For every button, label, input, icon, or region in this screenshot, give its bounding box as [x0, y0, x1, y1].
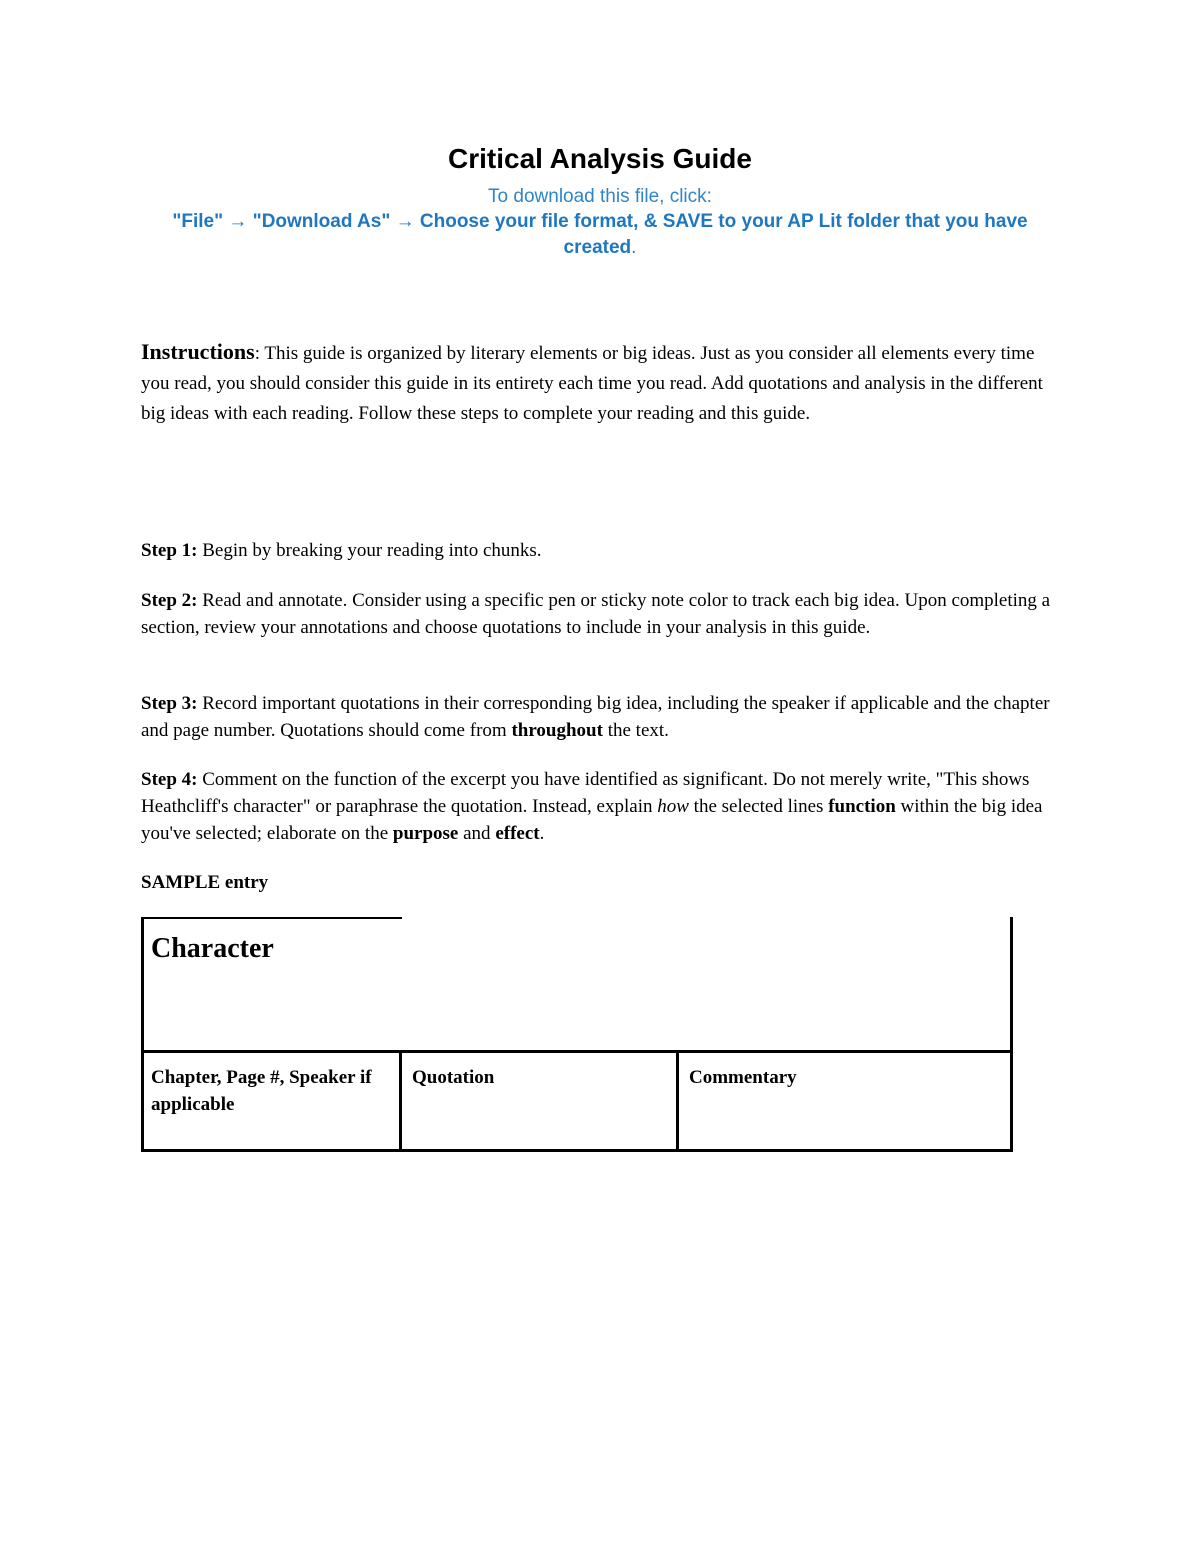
column-header-commentary: Commentary — [689, 1067, 797, 1088]
step-1-text: Begin by breaking your reading into chunks. — [197, 540, 542, 561]
step-4-text-4: and — [458, 823, 496, 844]
step-4-bold-function: function — [828, 796, 896, 817]
step-4-text-2: the selected lines — [688, 796, 829, 817]
step-3-bold: throughout — [511, 720, 603, 741]
step-1-label: Step 1: — [141, 540, 198, 561]
instructions-paragraph — [141, 337, 1061, 429]
table-border-top — [141, 917, 402, 919]
download-steps-text: "File" → "Download As" → Choose your file format, & SAVE to your AP Lit folder that you have created — [172, 211, 1028, 258]
instructions-label: Instructions — [141, 339, 255, 364]
step-4-text-1: Comment on the function of the excerpt you have identified as significant. Do not merely write, "This shows Heathcliff's character" or paraphrase the quotation. Instead, explain — [141, 769, 1030, 817]
table-column-divider-1 — [399, 1050, 402, 1152]
step-1 — [141, 537, 1066, 564]
step-3-label: Step 3: — [141, 693, 198, 714]
step-4-bold-effect: effect — [495, 823, 540, 844]
download-steps-period: . — [631, 237, 637, 258]
step-4-text-3: within the big idea you've selected; elaborate on the — [141, 796, 1043, 844]
instructions-text: : This guide is organized by literary elements or big ideas. Just as you consider all elements every time you read, you should consider this guide in its entirety each time you read. Add quotations and analysis in the different big ideas with each reading. Follow these steps to complete your reading and this guide. — [141, 343, 1043, 424]
step-3-text: Record important quotations in their corresponding big idea, including the speaker if applicable and the chapter and page number. Quotations should come from — [141, 693, 1050, 741]
step-4-text-5: . — [539, 823, 545, 844]
step-2 — [141, 587, 1066, 641]
column-header-chapter: Chapter, Page #, Speaker if applicable — [151, 1067, 372, 1115]
step-4 — [141, 766, 1066, 847]
table-border-middle — [141, 1050, 1013, 1053]
table-border-left — [141, 917, 144, 1152]
step-2-label: Step 2: — [141, 590, 198, 611]
table-border-right — [1010, 917, 1013, 1152]
step-4-italic: how — [657, 796, 689, 817]
column-header-quotation: Quotation — [412, 1067, 495, 1088]
step-4-label: Step 4: — [141, 769, 198, 790]
table-border-bottom — [141, 1149, 1013, 1152]
download-steps — [140, 209, 1060, 261]
step-3 — [141, 690, 1066, 744]
step-4-bold-purpose: purpose — [392, 823, 459, 844]
step-2-text: Read and annotate. Consider using a specific pen or sticky note color to track each big idea. Upon completing a section, review your annotations and choose quotations to include in your analysis in this guide. — [141, 590, 1051, 638]
download-intro: To download this file, click: — [488, 186, 712, 207]
sample-entry-label: SAMPLE entry — [141, 872, 269, 893]
table-heading-character: Character — [151, 933, 274, 964]
document-title: Critical Analysis Guide — [448, 143, 752, 174]
step-3-text-end: the text. — [602, 720, 669, 741]
table-column-divider-2 — [676, 1050, 679, 1152]
